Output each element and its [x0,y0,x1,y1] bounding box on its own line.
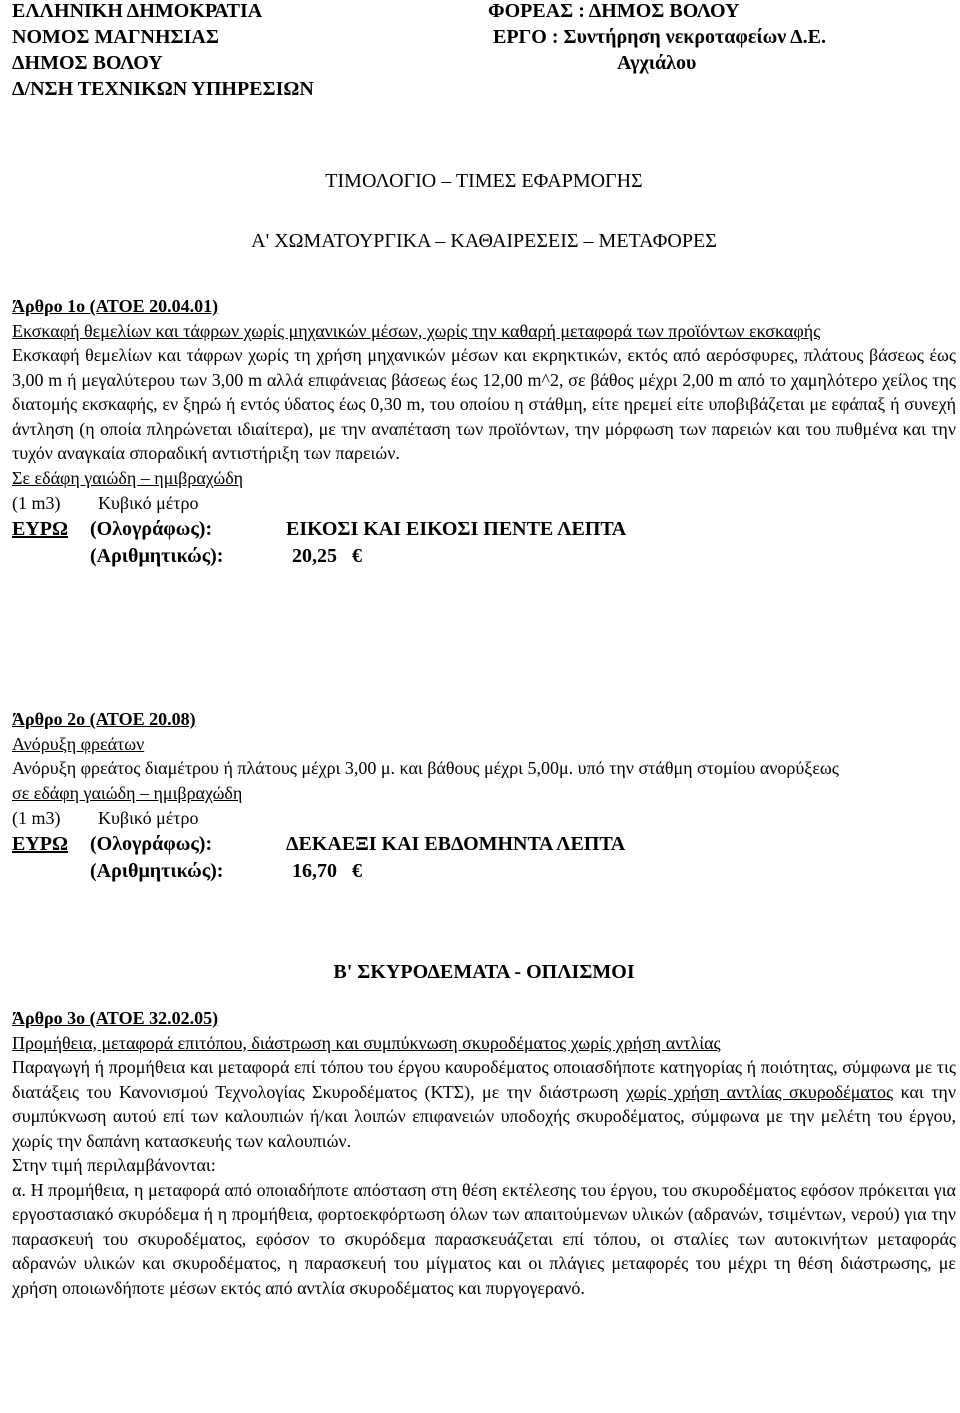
issuer-block [12,0,314,102]
included-item-a: α. Η προμήθεια, η μεταφορά από οποιαδήποτε απόσταση στη θέση εκτέλεσης του έργου, του σκυροδέματος εφόσον πρόκειται για εργοστασιακό σκυρόδεμα ή η προμήθεια, φορτοεκφόρτωση όλων των απαιτούμενων υλικών (αδρανών, τσιμέντων, νερού) για την παρασκευή του σκυροδέματος, εφόσον το σκυρόδεμα παρασκευάζεται επί τόπου, οι σταλίες των αυτοκινήτων μεταφοράς αδρανών υλικών και σκυροδέματος, η παρασκευή του μίγματος και οι πλάγιες μεταφορές του μέχρι τη θέση διάστρωσης, με χρήση οποιωνδήποτε μέσων εκτός από αντλία σκυροδέματος και πυργογερανό. [12,1179,956,1298]
article-subtitle: Εκσκαφή θεμελίων και τάφρων χωρίς μηχανικών μέσων, χωρίς την καθαρή μεταφορά των προϊόντων εκσκαφής [12,320,821,341]
article-body: Εκσκαφή θεμελίων και τάφρων χωρίς τη χρήση μηχανικών μέσων και εκρηκτικών, εκτός από αερόσφυρες, πλάτους βάσεως έως 3,00 m ή μεγαλύτερου των 3,00 m αλλά επιφάνειας βάσεως έως 12,00 m^2, σε βάθος μέχρι 2,00 m από το χαμηλότερο χείλος της διατομής εκσκαφής, εν ξηρώ ή εντός ύδατος έως 0,30 m, του οποίου η στάθμη, είτε ηρεμεί είτε υποβιβάζεται με εφάπαξ ή συνεχή άντληση (η οποία πληρώνεται ιδιαίτερα), με την αναπέταση των προϊόντων, την μόρφωση των παρειών και του πυθμένα και την τυχόν αναγκαία σποραδική αντιστήριξη των παρειών. [12,345,956,463]
numeric-label: (Αριθμητικώς): [90,860,224,882]
document-title: ΤΙΜΟΛΟΓΙΟ – ΤΙΜΕΣ ΕΦΑΡΜΟΓΗΣ [325,170,643,192]
section-a-title: Α' ΧΩΜΑΤΟΥΡΓΙΚΑ – ΚΑΘΑΙΡΕΣΕΙΣ – ΜΕΤΑΦΟΡΕΣ [251,230,717,252]
price-number-row [12,543,956,570]
price-in-words: ΔΕΚΑΕΞΙ ΚΑΙ ΕΒΔΟΜΗΝΤΑ ΛΕΠΤΑ [286,833,626,855]
article-subtitle: Ανόρυξη φρεάτων [12,733,145,754]
body-underlined: χωρίς χρήση αντλίας σκυροδέματος [625,1081,894,1102]
section-b-title: Β' ΣΚΥΡΟΔΕΜΑΤΑ - ΟΠΛΙΣΜΟΙ [333,961,635,983]
euro-sign: € [352,860,362,882]
article-heading: Άρθρο 3ο (ΑΤΟΕ 32.02.05) [12,1008,219,1028]
issuer-line: Δ/ΝΣΗ ΤΕΧΝΙΚΩΝ ΥΠΗΡΕΣΙΩΝ [12,78,314,100]
includes-label: Στην τιμή περιλαμβάνονται: [12,1155,216,1175]
unit-row [12,490,956,516]
unit-name: Κυβικό μέτρο [98,493,199,513]
price-number: 16,70 [292,860,337,882]
article-1 [12,294,956,570]
issuer-line: ΝΟΜΟΣ ΜΑΓΝΗΣΙΑΣ [12,26,219,48]
article-heading: Άρθρο 2ο (ΑΤΟΕ 20.08) [12,709,196,729]
numeric-label: (Αριθμητικώς): [90,545,224,567]
issuer-line: ΔΗΜΟΣ ΒΟΛΟΥ [12,52,163,74]
price-words-row [12,831,956,858]
unit-row [12,805,956,831]
article-heading: Άρθρο 1ο (ΑΤΟΕ 20.04.01) [12,296,219,316]
body-part: Παραγωγή ή προμήθεια και μεταφορά επί τόπου του έργου καυροδέματος οποιασδήποτε κατηγορίας ή ποιότητας, σύμφωνα με τις διατάξεις του Κανονισμού Τεχνολογίας Σκυροδέματος (ΚΤΣ), με την διάστρωση [12,1057,956,1102]
document-page [12,0,956,1298]
article-body [12,1055,956,1153]
words-label: (Ολογράφως): [90,833,213,855]
issuer-line: ΕΛΛΗΝΙΚΗ ΔΗΜΟΚΡΑΤΙΑ [12,0,263,22]
body-part: και την συμπύκνωση αυτού επί των καλουπιών ή/και λοιπών επιφανειών υποδοχής σκυροδέματος, σύμφωνα με την μελέτη του έργου, χωρίς την δαπάνη κατασκευής των καλουπιών. [12,1081,956,1151]
price-number: 20,25 [292,545,337,567]
soil-type: Σε εδάφη γαιώδη – ημιβραχώδη [12,467,244,488]
price-number-row [12,858,956,885]
soil-type: σε εδάφη γαιώδη – ημιβραχώδη [12,782,243,803]
currency-label: ΕΥΡΩ [12,518,69,540]
currency-label: ΕΥΡΩ [12,833,69,855]
euro-sign: € [352,545,362,567]
agency-line: ΦΟΡΕΑΣ : ΔΗΜΟΣ ΒΟΛΟΥ [488,0,740,22]
unit-code: (1 m3) [12,493,61,513]
article-subtitle: Προμήθεια, μεταφορά επιτόπου, διάστρωση και συμπύκνωση σκυροδέματος χωρίς χρήση αντλίας [12,1032,721,1053]
words-label: (Ολογράφως): [90,518,213,540]
project-line-cont: Αγχιάλου [617,52,697,74]
article-body: Ανόρυξη φρεάτος διαμέτρου ή πλάτους μέχρι 3,00 μ. και βάθους μέχρι 5,00μ. υπό την στάθμη στομίου ανορύξεως [12,758,839,778]
unit-code: (1 m3) [12,808,61,828]
unit-name: Κυβικό μέτρο [98,808,199,828]
project-line: ΕΡΓΟ : Συντήρηση νεκροταφείων Δ.Ε. [493,26,826,48]
article-3 [12,1006,956,1300]
article-2 [12,707,956,885]
document-header [12,0,956,104]
price-in-words: ΕΙΚΟΣΙ ΚΑΙ ΕΙΚΟΣΙ ΠΕΝΤΕ ΛΕΠΤΑ [286,518,627,540]
price-words-row [12,516,956,543]
project-block [480,0,826,76]
